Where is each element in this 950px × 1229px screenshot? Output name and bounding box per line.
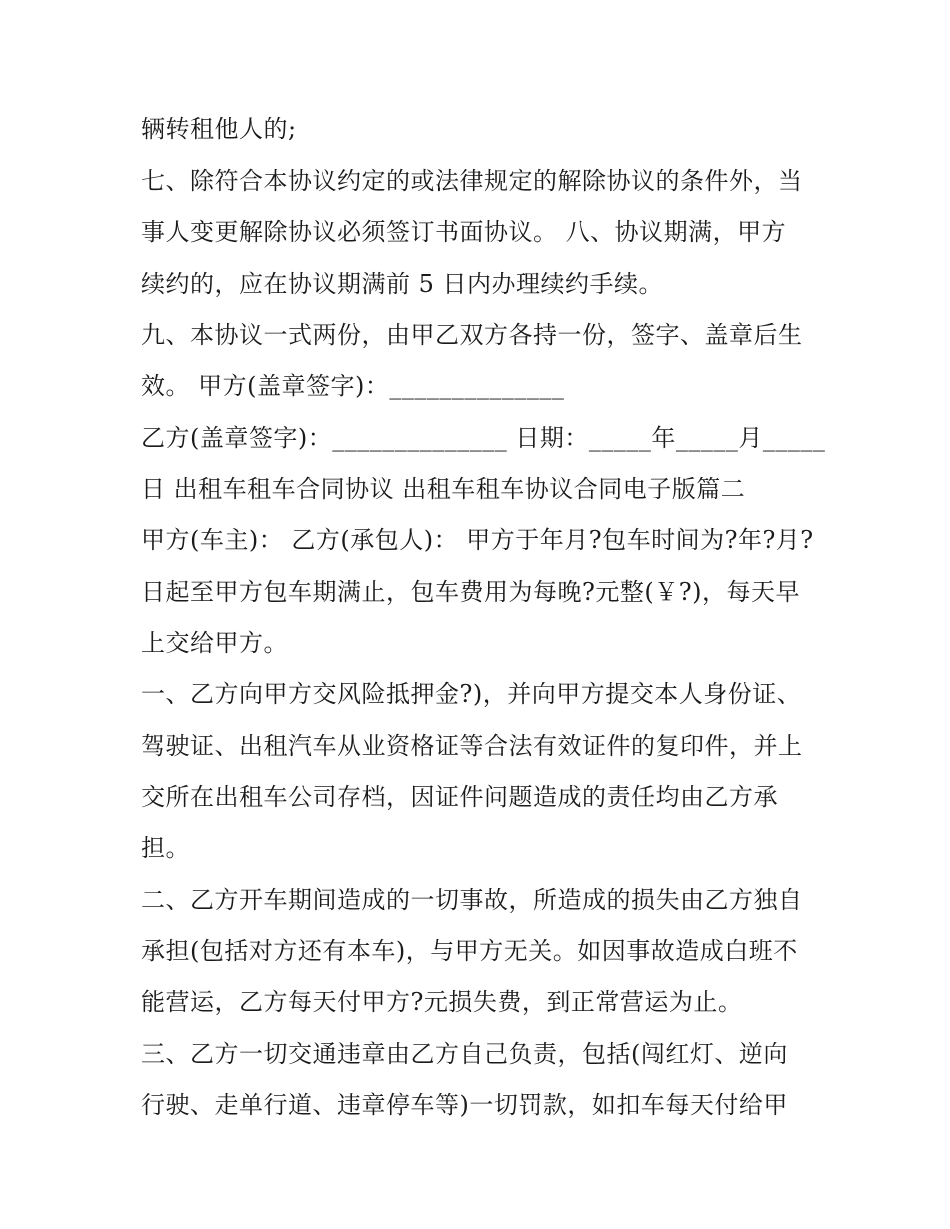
text-line: 担。 [141,834,190,862]
text-line: 承担(包括对方还有本车)，与甲方无关。如因事故造成白班不 [141,937,798,965]
text-line: 驾驶证、出租汽车从业资格证等合法有效证件的复印件，并上 [141,732,803,760]
text-line: 行驶、走单行道、违章停车等)一切罚款，如扣车每天付给甲 [141,1091,788,1119]
text-line: 三、乙方一切交通违章由乙方自己负责，包括(闯红灯、逆向 [141,1040,788,1068]
text-line: 日起至甲方包车期满止，包车费用为每晚?元整(￥?)，每天早 [141,578,800,606]
text-line: 事人变更解除协议必须签订书面协议。 八、协议期满，甲方 [141,218,787,246]
text-line: 一、乙方向甲方交风险抵押金?)，并向甲方提交本人身份证、 [141,680,802,708]
text-line: 九、本协议一式两份，由甲乙双方各持一份，签字、盖章后生 [141,321,803,349]
text-line: 七、除符合本协议约定的或法律规定的解除协议的条件外，当 [141,167,803,195]
text-line: 甲方(车主)： 乙方(承包人)： 甲方于年月?包车时间为?年?月? [141,526,814,554]
text-line: 续约的，应在协议期满前 5 日内办理续约手续。 [141,270,664,298]
text-line: 交所在出租车公司存档，因证件问题造成的责任均由乙方承 [141,783,778,811]
section-title-line: 日 出租车租车合同协议 出租车租车协议合同电子版篇二 [141,475,746,503]
text-line: 能营运，乙方每天付甲方?元损失费，到正常营运为止。 [141,988,743,1016]
signature-line-party-b: 乙方(盖章签字)：______________ 日期：_____年_____月_____ [141,424,826,452]
text-line: 辆转租他人的; [141,115,297,143]
text-line: 上交给甲方。 [141,629,288,657]
text-line: 二、乙方开车期间造成的一切事故，所造成的损失由乙方独自 [141,886,803,914]
signature-line-party-a: 效。 甲方(盖章签字)：______________ [141,372,565,400]
